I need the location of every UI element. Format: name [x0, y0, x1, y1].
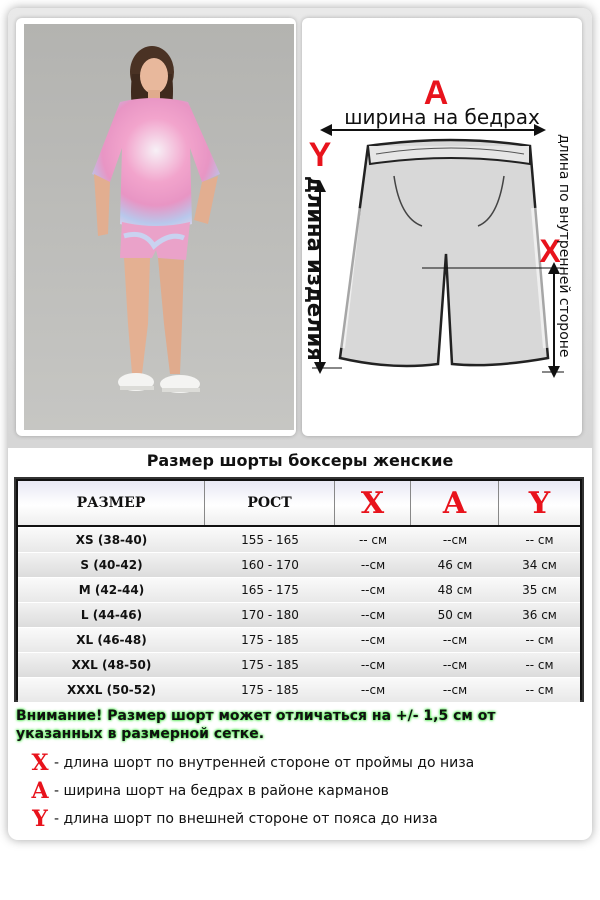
label-length: длина изделия	[303, 176, 327, 361]
table-body	[18, 527, 580, 702]
header-size: РАЗМЕР	[18, 481, 205, 525]
cell-x: --см	[360, 608, 386, 622]
cell-y: -- см	[525, 533, 554, 547]
cell-height: 160 - 170	[241, 558, 299, 572]
shorts-diagram-svg	[302, 18, 582, 436]
cell-y: -- см	[525, 633, 554, 647]
cell-y: -- см	[525, 658, 554, 672]
cell-x: --см	[360, 683, 386, 697]
cell-height: 165 - 175	[241, 583, 299, 597]
cell-y: 34 см	[522, 558, 557, 572]
size-table	[14, 477, 584, 702]
measurement-diagram	[302, 18, 582, 436]
table-row	[18, 527, 580, 552]
cell-a: --см	[442, 633, 468, 647]
legend-letter: X	[31, 750, 49, 776]
cell-x: --см	[360, 633, 386, 647]
table-row	[18, 552, 580, 577]
cell-y: -- см	[525, 683, 554, 697]
letter-y: Y	[308, 136, 332, 174]
cell-size: S (40-42)	[80, 558, 143, 572]
legend-text: - ширина шорт на бедрах в районе карманов	[54, 783, 389, 799]
cell-x: --см	[360, 658, 386, 672]
header-x: X	[335, 481, 411, 525]
cell-size: L (44-46)	[80, 608, 143, 622]
cell-y: 35 см	[522, 583, 557, 597]
product-photo	[24, 24, 294, 430]
table-row	[18, 602, 580, 627]
cell-height: 175 - 185	[241, 683, 299, 697]
cell-height: 175 - 185	[241, 633, 299, 647]
label-width: ширина на бедрах	[344, 105, 540, 129]
cell-y: 36 см	[522, 608, 557, 622]
cell-a: 50 см	[437, 608, 473, 622]
legend-text: - длина шорт по внутренней стороне от проймы до низа	[54, 755, 475, 771]
header-a: A	[411, 481, 499, 525]
cell-a: --см	[442, 683, 468, 697]
size-notice: Внимание! Размер шорт может отличаться на +/- 1,5 см от указанных в размерной сетке.	[16, 708, 496, 742]
cell-a: --см	[442, 533, 468, 547]
cell-size: XS (38-40)	[75, 533, 148, 547]
cell-x: -- см	[358, 533, 388, 547]
label-inseam: длина по внутренней стороне	[556, 134, 572, 358]
cell-height: 175 - 185	[241, 658, 299, 672]
header-height: РОСТ	[205, 481, 335, 525]
table-header	[18, 481, 580, 525]
model-figure-image	[24, 24, 294, 430]
header-y: Y	[499, 481, 580, 525]
cell-x: --см	[360, 558, 386, 572]
cell-size: XXXL (50-52)	[67, 683, 156, 697]
cell-a: --см	[442, 658, 468, 672]
legend-item-x	[28, 750, 474, 776]
legend-text: - длина шорт по внешней стороне от пояса до низа	[54, 811, 438, 827]
cell-a: 48 см	[437, 583, 473, 597]
page-title: Размер шорты боксеры женские	[146, 451, 454, 470]
cell-x: --см	[360, 583, 386, 597]
table-row	[18, 577, 580, 602]
table-row	[18, 677, 580, 702]
letter-x: X	[539, 233, 561, 269]
legend-letter: Y	[32, 806, 48, 832]
cell-height: 155 - 165	[241, 533, 299, 547]
cell-size: XL (46-48)	[76, 633, 147, 647]
letter-a: A	[423, 74, 449, 112]
table-row	[18, 627, 580, 652]
table-row	[18, 652, 580, 677]
cell-height: 170 - 180	[241, 608, 299, 622]
cell-a: 46 см	[437, 558, 473, 572]
legend-item-y	[28, 806, 438, 832]
legend-letter: A	[31, 778, 49, 804]
cell-size: M (42-44)	[78, 583, 145, 597]
cell-size: XXL (48-50)	[71, 658, 152, 672]
legend-item-a	[28, 778, 389, 804]
